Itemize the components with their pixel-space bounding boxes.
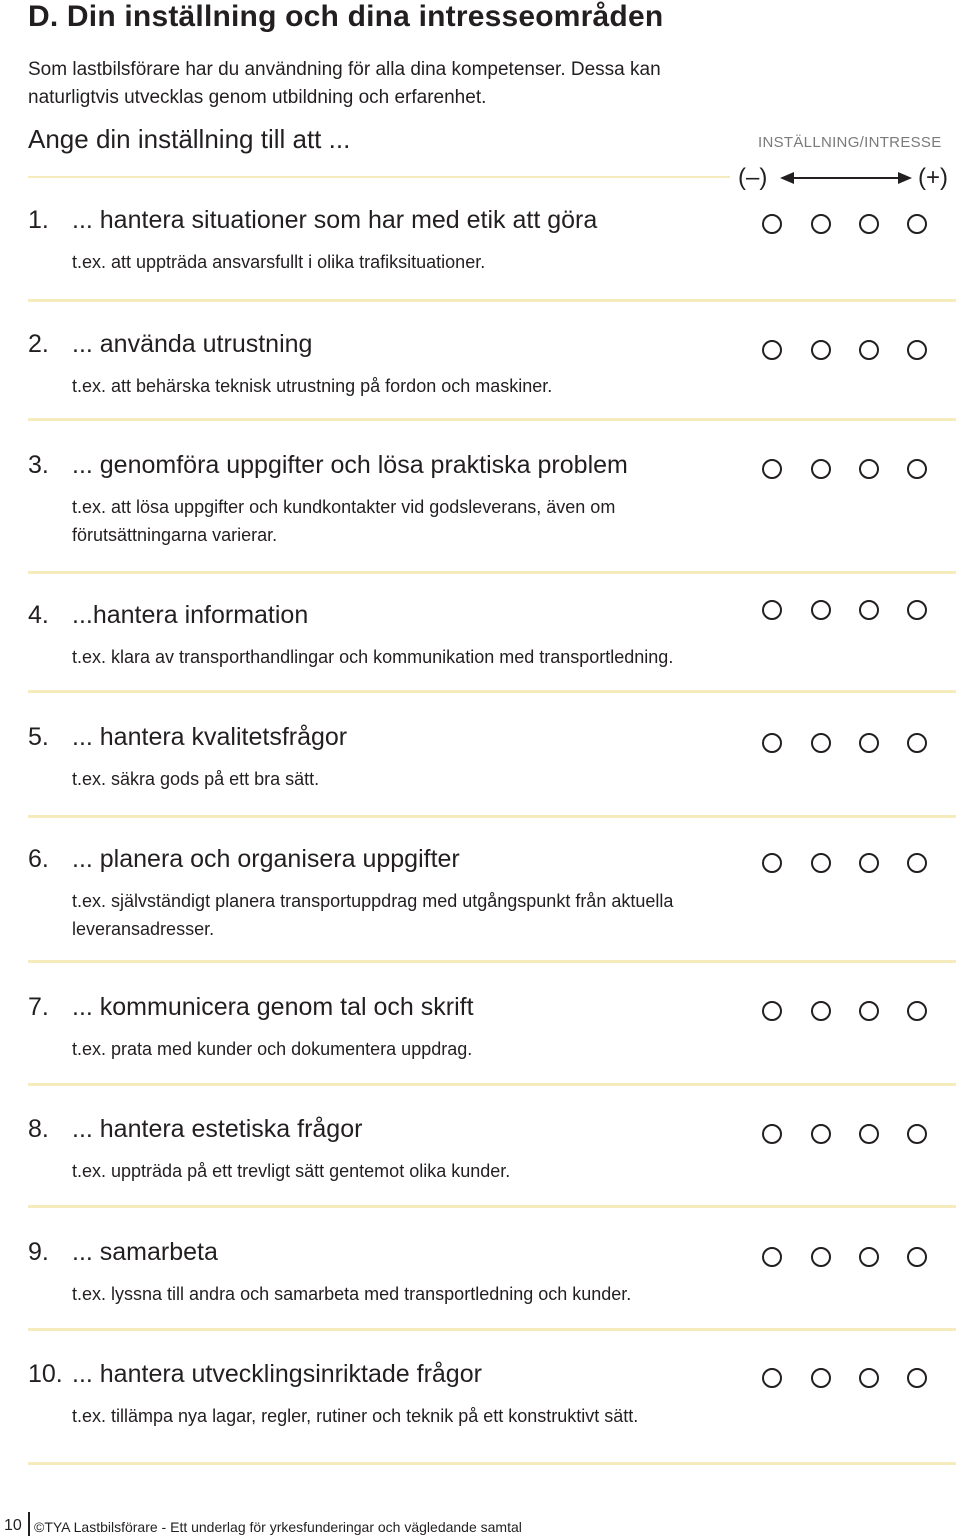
page-heading: D. Din inställning och dina intresseområden (28, 0, 664, 33)
rating-radio-1-3[interactable] (859, 214, 879, 234)
rating-radio-9-1[interactable] (762, 1247, 782, 1267)
item-title (28, 330, 312, 359)
rating-radio-8-4[interactable] (907, 1124, 927, 1144)
rating-radio-2-4[interactable] (907, 340, 927, 360)
item-number: 4. (28, 601, 49, 629)
item-example: t.ex. lyssna till andra och samarbeta med transportledning och kunder. (72, 1284, 632, 1304)
item-example: t.ex. att lösa uppgifter och kundkontakter vid godsleverans, även om förutsättningarna varierar. (72, 497, 616, 545)
item-title (28, 451, 628, 480)
rating-radio-6-3[interactable] (859, 853, 879, 873)
rating-radio-6-2[interactable] (811, 853, 831, 873)
rating-radio-5-3[interactable] (859, 733, 879, 753)
item-title-text: ... använda utrustning (72, 330, 313, 358)
footer-text: ©TYA Lastbilsförare - Ett underlag för yrkesfunderingar och vägledande samtal (34, 1519, 522, 1535)
item-title-text: ... hantera estetiska frågor (72, 1115, 363, 1143)
page-number: 10 (4, 1517, 22, 1534)
item-title-text: ... hantera situationer som har med etik att göra (72, 206, 598, 234)
rating-radio-1-4[interactable] (907, 214, 927, 234)
item-title-text: ... genomföra uppgifter och lösa praktiska problem (72, 451, 628, 479)
item-title-text: ... hantera kvalitetsfrågor (72, 723, 348, 751)
item-title (28, 1238, 218, 1267)
rating-radio-4-1[interactable] (762, 600, 782, 620)
item-number: 6. (28, 845, 49, 873)
rating-radio-3-3[interactable] (859, 459, 879, 479)
item-example: t.ex. att behärska teknisk utrustning på fordon och maskiner. (72, 376, 553, 396)
item-title-text: ... planera och organisera uppgifter (72, 845, 460, 873)
plus-label: (+) (918, 164, 948, 191)
item-number: 1. (28, 206, 49, 234)
item-divider (28, 571, 956, 574)
item-example: t.ex. säkra gods på ett bra sätt. (72, 769, 320, 789)
rating-radio-3-4[interactable] (907, 459, 927, 479)
rating-radio-2-3[interactable] (859, 340, 879, 360)
rating-radio-7-2[interactable] (811, 1001, 831, 1021)
rating-radio-10-3[interactable] (859, 1368, 879, 1388)
rating-radio-4-2[interactable] (811, 600, 831, 620)
rating-radio-1-2[interactable] (811, 214, 831, 234)
rating-radio-10-2[interactable] (811, 1368, 831, 1388)
item-divider (28, 1083, 956, 1086)
header-divider (28, 176, 730, 178)
item-number: 10. (28, 1360, 63, 1388)
item-example: t.ex. att uppträda ansvarsfullt i olika trafiksituationer. (72, 252, 486, 272)
item-divider (28, 690, 956, 693)
rating-radio-7-1[interactable] (762, 1001, 782, 1021)
item-number: 2. (28, 330, 49, 358)
rating-radio-8-3[interactable] (859, 1124, 879, 1144)
rating-radio-9-3[interactable] (859, 1247, 879, 1267)
rating-radio-1-1[interactable] (762, 214, 782, 234)
item-example: t.ex. tillämpa nya lagar, regler, rutiner och teknik på ett konstruktivt sätt. (72, 1406, 639, 1426)
rating-radio-10-1[interactable] (762, 1368, 782, 1388)
item-number: 7. (28, 993, 49, 1021)
rating-radio-9-4[interactable] (907, 1247, 927, 1267)
item-title (28, 206, 597, 235)
item-divider (28, 815, 956, 818)
item-example: t.ex. självständigt planera transportuppdrag med utgångspunkt från aktuella leveransadresser. (72, 891, 674, 939)
rating-radio-3-2[interactable] (811, 459, 831, 479)
item-title (28, 1360, 482, 1389)
rating-radio-5-1[interactable] (762, 733, 782, 753)
rating-radio-4-4[interactable] (907, 600, 927, 620)
rating-radio-3-1[interactable] (762, 459, 782, 479)
item-divider (28, 1462, 956, 1465)
scale-arrow-icon (778, 168, 914, 188)
item-title (28, 601, 308, 630)
item-divider (28, 418, 956, 421)
rating-radio-7-4[interactable] (907, 1001, 927, 1021)
item-example: t.ex. klara av transporthandlingar och kommunikation med transportledning. (72, 647, 674, 667)
item-divider (28, 960, 956, 963)
item-divider (28, 299, 956, 302)
item-divider (28, 1328, 956, 1331)
scale-label: INSTÄLLNING/INTRESSE (758, 134, 942, 151)
prompt-text: Ange din inställning till att ... (28, 124, 351, 154)
item-divider (28, 1205, 956, 1208)
rating-radio-9-2[interactable] (811, 1247, 831, 1267)
minus-label: (–) (738, 164, 768, 191)
item-number: 3. (28, 451, 49, 479)
item-number: 5. (28, 723, 49, 751)
item-title (28, 723, 347, 752)
rating-radio-8-2[interactable] (811, 1124, 831, 1144)
rating-radio-5-4[interactable] (907, 733, 927, 753)
item-title (28, 993, 474, 1022)
rating-radio-5-2[interactable] (811, 733, 831, 753)
item-title-text: ... hantera utvecklingsinriktade frågor (72, 1360, 482, 1388)
intro-text: Som lastbilsförare har du användning för alla dina kompetenser. Dessa kan naturligtvis utvecklas genom utbildning och erfarenhet. (28, 59, 661, 108)
rating-radio-7-3[interactable] (859, 1001, 879, 1021)
rating-radio-6-4[interactable] (907, 853, 927, 873)
rating-radio-6-1[interactable] (762, 853, 782, 873)
item-example: t.ex. uppträda på ett trevligt sätt gentemot olika kunder. (72, 1161, 511, 1181)
item-number: 9. (28, 1238, 49, 1266)
item-title-text: ... kommunicera genom tal och skrift (72, 993, 474, 1021)
rating-radio-10-4[interactable] (907, 1368, 927, 1388)
item-title-text: ... samarbeta (72, 1238, 218, 1266)
item-number: 8. (28, 1115, 49, 1143)
item-example: t.ex. prata med kunder och dokumentera uppdrag. (72, 1039, 473, 1059)
rating-radio-2-2[interactable] (811, 340, 831, 360)
item-title (28, 1115, 362, 1144)
rating-radio-2-1[interactable] (762, 340, 782, 360)
footer-divider (28, 1512, 30, 1536)
rating-radio-8-1[interactable] (762, 1124, 782, 1144)
item-title-text: ...hantera information (72, 601, 309, 629)
rating-radio-4-3[interactable] (859, 600, 879, 620)
item-title (28, 845, 460, 874)
